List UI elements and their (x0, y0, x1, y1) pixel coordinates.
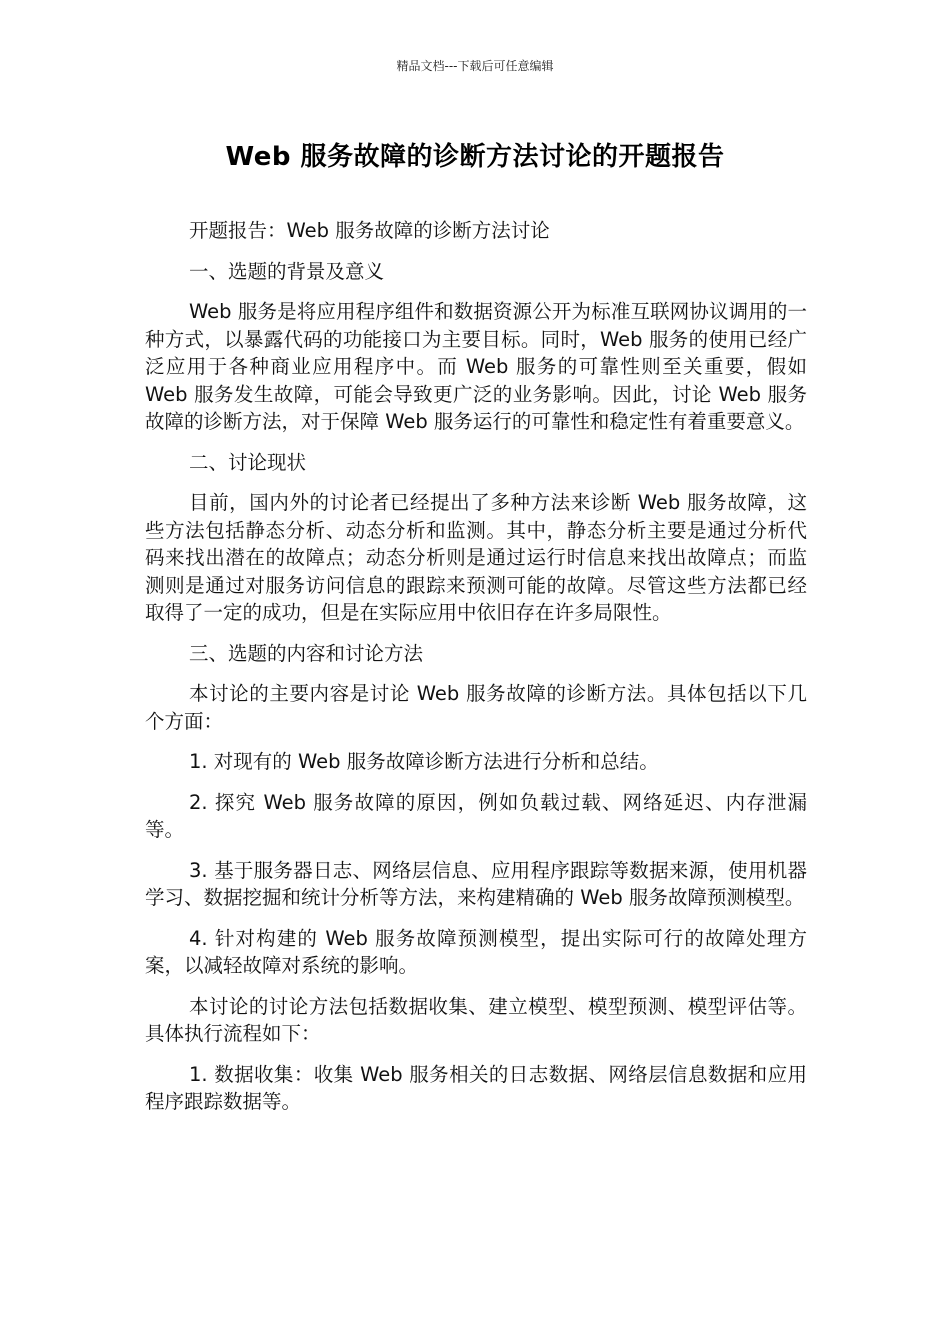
list-item: 2. 探究 Web 服务故障的原因，例如负载过载、网络延迟、内存泄漏等。 (145, 790, 807, 841)
document-title: Web 服务故障的诊断方法讨论的开题报告 (225, 142, 725, 172)
body-paragraph: 目前，国内外的讨论者已经提出了多种方法来诊断 Web 服务故障，这些方法包括静态分析、动态分析和监测。其中，静态分析主要是通过分析代码来找出潜在的故障点；动态分析则是通过运行时信息来找出故障点；而监测则是通过对服务访问信息的跟踪来预测可能的故障。尽管这些方法都已经取得了一定的成功，但是在实际应用中依旧存在许多局限性。 (145, 491, 807, 624)
body-paragraph: 本讨论的讨论方法包括数据收集、建立模型、模型预测、模型评估等。具体执行流程如下： (145, 994, 807, 1045)
body-paragraph: 本讨论的主要内容是讨论 Web 服务故障的诊断方法。具体包括以下几个方面： (145, 682, 807, 733)
section-heading-background: 一、选题的背景及意义 (189, 259, 385, 283)
document-body (145, 217, 807, 1129)
subtitle-paragraph: 开题报告：Web 服务故障的诊断方法讨论 (189, 219, 550, 242)
list-item: 1. 数据收集：收集 Web 服务相关的日志数据、网络层信息数据和应用程序跟踪数据等。 (145, 1062, 807, 1113)
page-header-note: 精品文档---下载后可任意编辑 (396, 59, 554, 73)
section-heading-content: 三、选题的内容和讨论方法 (189, 641, 424, 665)
list-item: 3. 基于服务器日志、网络层信息、应用程序跟踪等数据来源，使用机器学习、数据挖掘和统计分析等方法，来构建精确的 Web 服务故障预测模型。 (145, 858, 807, 909)
list-item: 1. 对现有的 Web 服务故障诊断方法进行分析和总结。 (189, 750, 659, 773)
body-paragraph: Web 服务是将应用程序组件和数据资源公开为标准互联网协议调用的一种方式，以暴露代码的功能接口为主要目标。同时，Web 服务的使用已经广泛应用于各种商业应用程序中。而 Web 服务的可靠性则至关重要，假如 Web 服务发生故障，可能会导致更广泛的业务影响。因此，讨论 Web 服务故障的诊断方法，对于保障 Web 服务运行的可靠性和稳定性有着重要意义。 (145, 300, 807, 433)
section-heading-status: 二、讨论现状 (189, 450, 307, 474)
list-item: 4. 针对构建的 Web 服务故障预测模型，提出实际可行的故障处理方案，以减轻故障对系统的影响。 (145, 926, 807, 977)
